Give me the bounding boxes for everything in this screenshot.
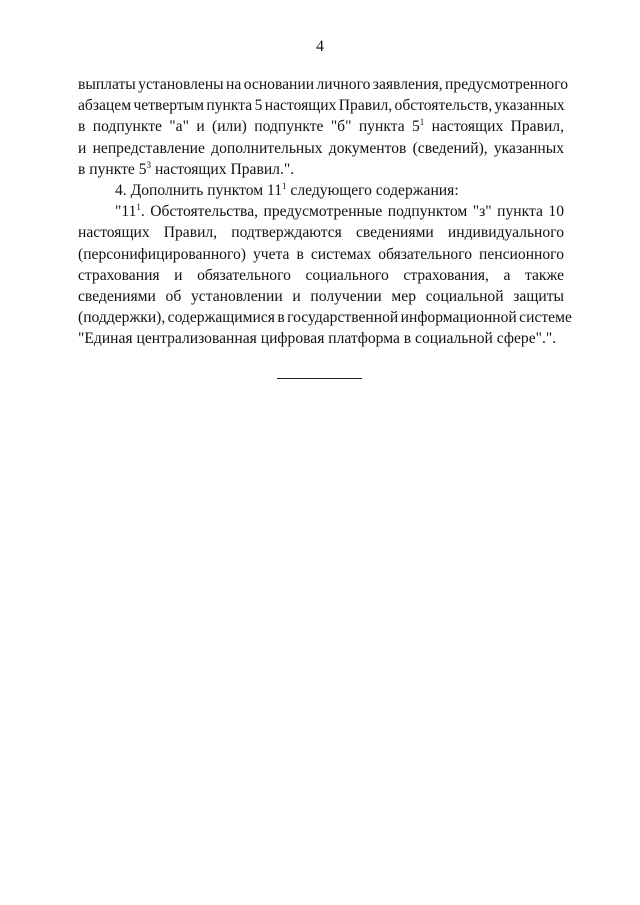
text-segment: "11 [115,203,137,221]
text-segment: . Обстоятельства, предусмотренные подпунктом "з" пункта 10 [140,203,564,221]
text-segment: в подпункте "а" и (или) подпункте "б" пункта 5 [78,118,420,136]
text-segment: выплаты установлены на основании личного заявления, предусмотренного [78,76,569,93]
text-line-content [78,244,564,265]
text-line [78,286,564,307]
text-line [78,244,564,265]
text-segment: и непредставление дополнительных документов (сведений), указанных [78,139,564,157]
text-line [78,201,564,222]
text-line-content [78,138,564,159]
text-line-content [78,95,565,116]
text-segment: сведениями об установлении и получении мер социальной защиты [78,287,564,305]
text-segment: настоящих Правил.". [151,160,295,178]
text-line [78,116,564,137]
text-line [78,265,564,286]
page-number: 4 [316,38,324,55]
text-line [78,307,572,328]
text-line-content [78,286,564,307]
text-line [78,222,564,243]
text-line-content [115,201,564,222]
text-segment: абзацем четвертым пункта 5 настоящих Правил, обстоятельств, указанных [78,97,565,115]
text-segment: 4. Дополнить пунктом 11 [115,181,283,199]
text-line-content [78,328,556,349]
text-line [78,328,564,349]
text-segment: (поддержки), содержащимися в государственной информационной системе [78,309,572,327]
text-line-content [78,222,564,243]
text-line-content [78,74,568,95]
superscript: 1 [282,180,287,191]
text-segment: "Единая централизованная цифровая платформа в социальной сфере".". [78,330,557,348]
end-separator-line [277,378,362,379]
text-line [78,74,569,95]
text-line [78,138,564,159]
document-body [78,74,572,349]
text-line [78,159,564,180]
superscript: 1 [136,202,141,213]
text-segment: (персонифицированного) учета в системах обязательного пенсионного [78,245,564,263]
text-line-content [78,116,564,137]
text-line-content [78,307,572,328]
text-line [78,180,564,201]
superscript: 1 [419,117,425,128]
text-segment: настоящих Правил, подтверждаются сведениями индивидуального [78,224,564,242]
text-line-content [78,265,564,286]
superscript: 3 [146,159,152,170]
text-line [78,95,564,116]
text-line-content [78,159,294,180]
text-segment: следующего содержания: [286,181,459,199]
text-segment: в пункте 5 [78,160,147,178]
text-segment: страхования и обязательного социального страхования, а также [78,266,564,284]
text-segment: настоящих Правил, [424,118,564,136]
text-line-content [115,180,459,201]
